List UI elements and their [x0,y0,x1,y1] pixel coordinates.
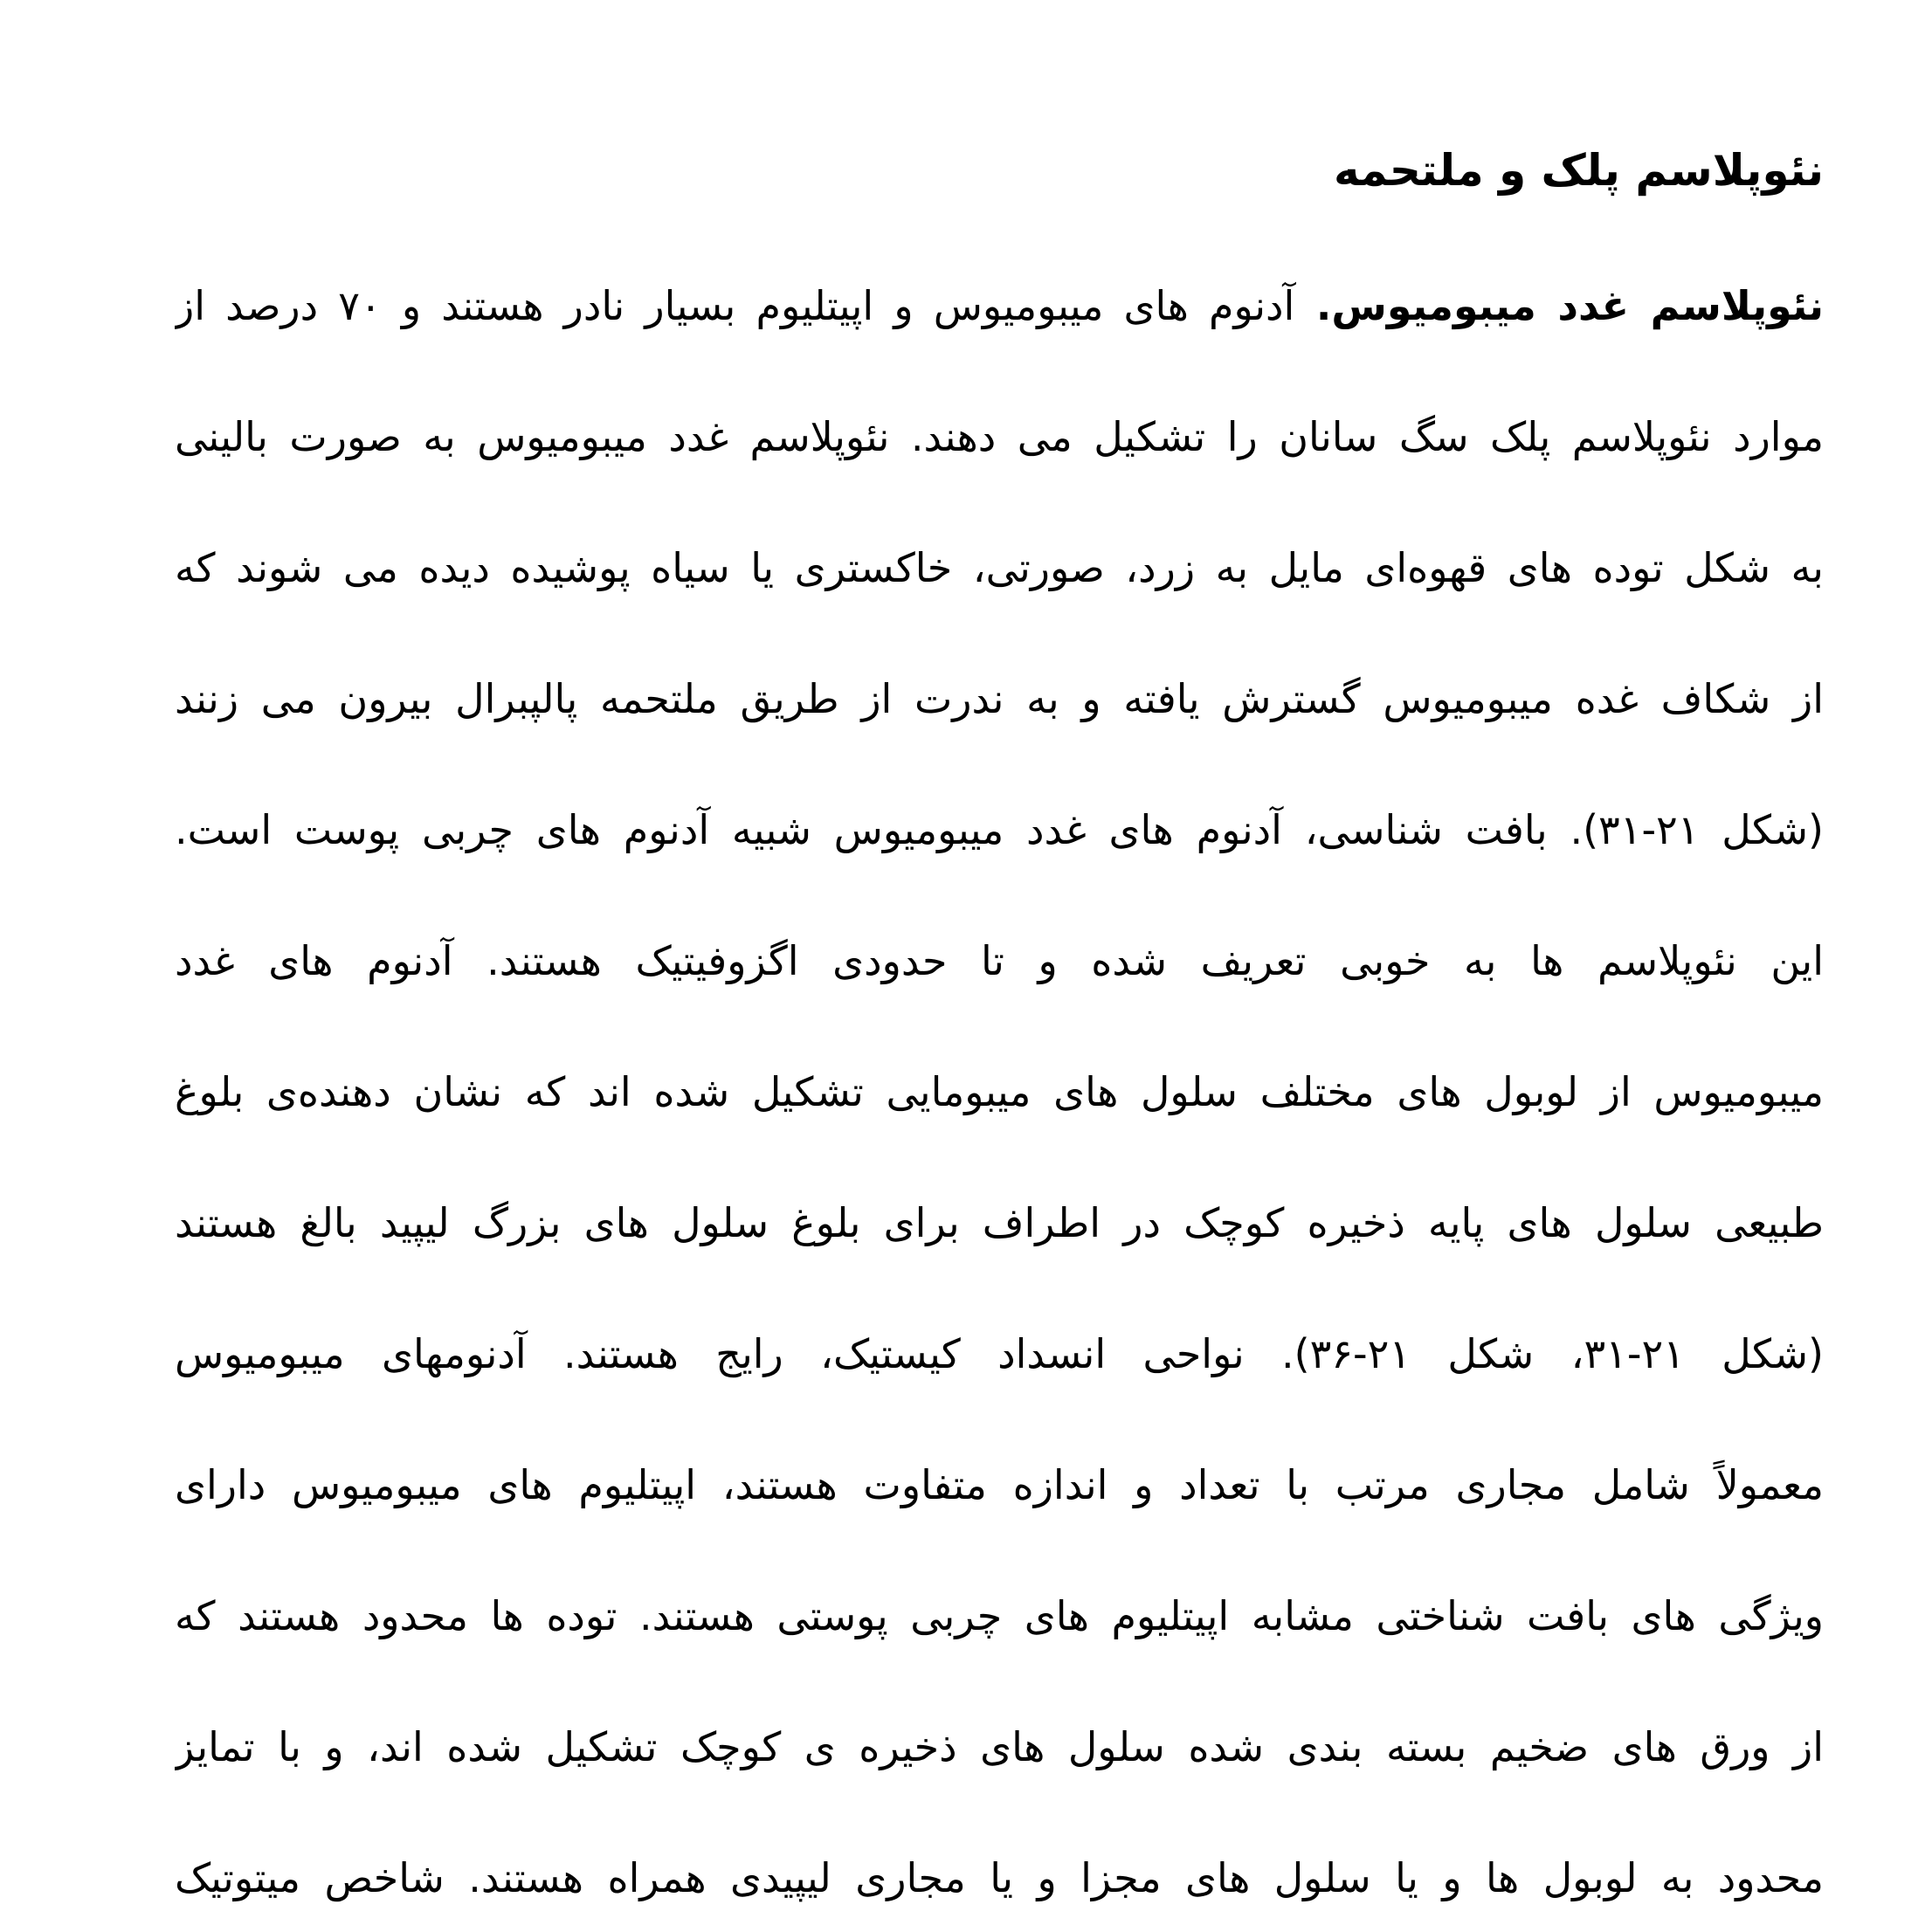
paragraph-lead-heading: نئوپلاسم غدد میبومیوس. [1294,282,1824,329]
text-line: موارد نئوپلاسم پلک سگ سانان را تشکیل می دهند. نئوپلاسم غدد میبومیوس به صورت بالینی [175,413,1824,460]
text-line: (شکل ۲۱-۳۱، شکل ۲۱-۳۶). نواحی انسداد کیستیک، رایج هستند. آدنومهای میبومیوس [175,1330,1824,1377]
text-line: محدود به لوبول ها و یا سلول های مجزا و یا مجاری لیپیدی همراه هستند. شاخص میتوتیک [175,1854,1824,1901]
document-page [175,0,1824,1932]
text-line [175,266,1824,345]
text-line: این نئوپلاسم ها به خوبی تعریف شده و تا حدودی اگزوفیتیک هستند. آدنوم های غدد [175,937,1824,984]
text-line: ویژگی های بافت شناختی مشابه اپیتلیوم های چربی پوستی هستند. توده ها محدود هستند که [175,1592,1824,1639]
section-title: نئوپلاسم پلک و ملتحمه [1334,145,1824,196]
text-line: طبیعی سلول های پایه ذخیره کوچک در اطراف برای بلوغ سلول های بزرگ لیپید بالغ هستند [175,1199,1824,1246]
text-line: میبومیوس از لوبول های مختلف سلول های میبومایی تشکیل شده اند که نشان دهنده‌ی بلوغ [175,1068,1824,1115]
text-line: معمولاً شامل مجاری مرتب با تعداد و اندازه متفاوت هستند، اپیتلیوم های میبومیوس دارای [175,1461,1824,1508]
text-line: به شکل توده های قهوه‌ای مایل به زرد، صورتی، خاکستری یا سیاه پوشیده دیده می شوند که [175,544,1824,591]
text-line: از ورق های ضخیم بسته بندی شده سلول های ذخیره ی کوچک تشکیل شده اند، و با تمایز [175,1723,1824,1770]
text-line: از شکاف غده میبومیوس گسترش یافته و به ندرت از طریق ملتحمه پالپبرال بیرون می زنند [175,675,1824,722]
text-line-content: آدنوم های میبومیوس و اپیتلیوم بسیار نادر هستند و ۷۰ درصد از [175,282,1295,329]
text-line: (شکل ۲۱-۳۱). بافت شناسی، آدنوم های غدد میبومیوس شبیه آدنوم های چربی پوست است. [175,806,1824,853]
